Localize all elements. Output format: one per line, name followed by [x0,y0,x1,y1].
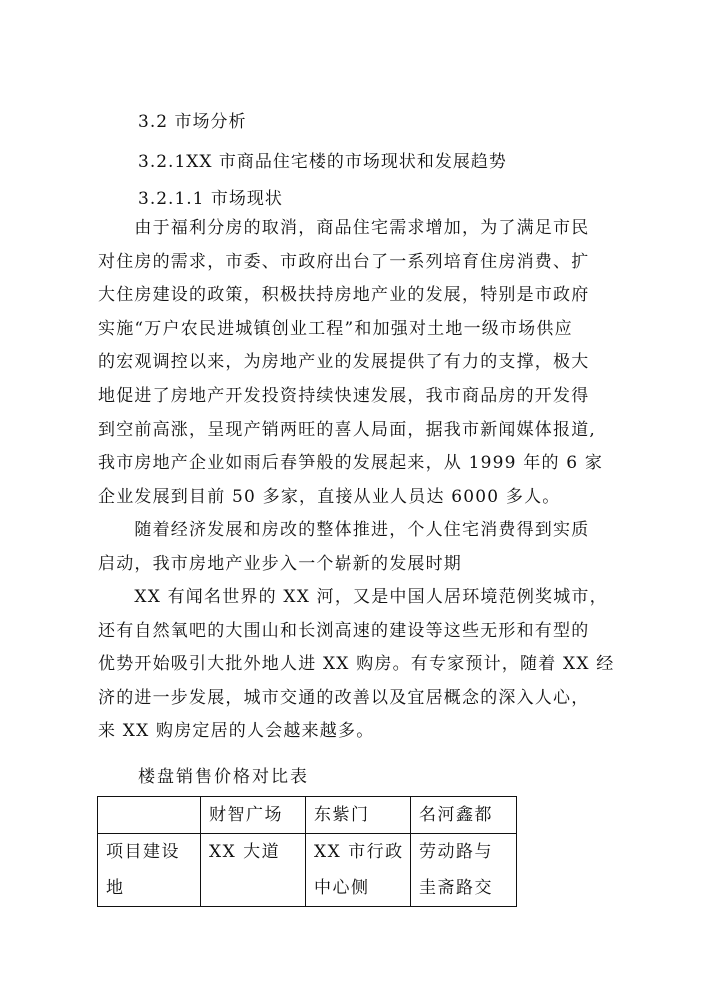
section-heading-3-2-1-1: 3.2.1.1 市场现状 [138,189,283,209]
paragraph-line: 对住房的需求，市委、市政府出台了一系列培育住房消费、扩 [98,251,590,272]
table-cell: 劳动路与 圭斋路交 [411,834,517,907]
paragraph-line: 大住房建设的政策，积极扶持房地产业的发展，特别是市政府 [98,285,590,306]
paragraph-housing-reform [98,514,620,581]
paragraph-line: 还有自然氧吧的大围山和长浏高速的建设等这些无形和有型的 [98,620,590,641]
table-row-label: 项目建设 地 [98,834,201,907]
table-cell: XX 市行政 中心侧 [306,834,411,907]
table-header-cell: 东紫门 [306,797,411,834]
paragraph-line: 的宏观调控以来，为房地产业的发展提供了有力的支撑，极大 [98,352,590,373]
paragraph-line: 优势开始吸引大批外地人进 XX 购房。有专家预计，随着 XX 经 [98,654,615,675]
paragraph-line: XX 有闻名世界的 XX 河，又是中国人居环境范例奖城市， [98,587,608,607]
table-row [98,834,517,907]
paragraph-line: 企业发展到目前 50 多家，直接从业人员达 6000 多人。 [98,486,561,507]
paragraph-line: 实施“万户农民进城镇创业工程”和加强对土地一级市场供应 [98,318,573,339]
table-header-cell: 名河鑫都 [411,797,517,834]
paragraph-line: 地促进了房地产开发投资持续快速发展，我市商品房的开发得 [98,385,590,406]
section-heading-3-2: 3.2 市场分析 [138,112,247,132]
paragraph-line: 随着经济发展和房改的整体推进，个人住宅消费得到实质 [98,520,590,540]
paragraph-line: 由于福利分房的取消，商品住宅需求增加，为了满足市民 [98,218,590,238]
paragraph-city-advantages [98,581,620,749]
section-heading-3-2-1: 3.2.1XX 市商品住宅楼的市场现状和发展趋势 [138,152,507,172]
table-cell: XX 大道 [201,834,306,907]
table-header-row [98,797,517,834]
paragraph-line: 启动，我市房地产业步入一个崭新的发展时期 [98,553,462,574]
table-caption: 楼盘销售价格对比表 [138,767,309,787]
table-header-cell [98,797,201,834]
paragraph-market-status [98,212,620,514]
paragraph-line: 济的进一步发展，城市交通的改善以及宜居概念的深入人心， [98,687,590,708]
price-comparison-table [97,796,517,907]
paragraph-line: 我市房地产企业如雨后春笋般的发展起来，从 1999 年的 6 家 [98,453,604,474]
paragraph-line: 到空前高涨，呈现产销两旺的喜人局面，据我市新闻媒体报道, [98,419,597,440]
table-header-cell: 财智广场 [201,797,306,834]
paragraph-line: 来 XX 购房定居的人会越来越多。 [98,721,375,742]
